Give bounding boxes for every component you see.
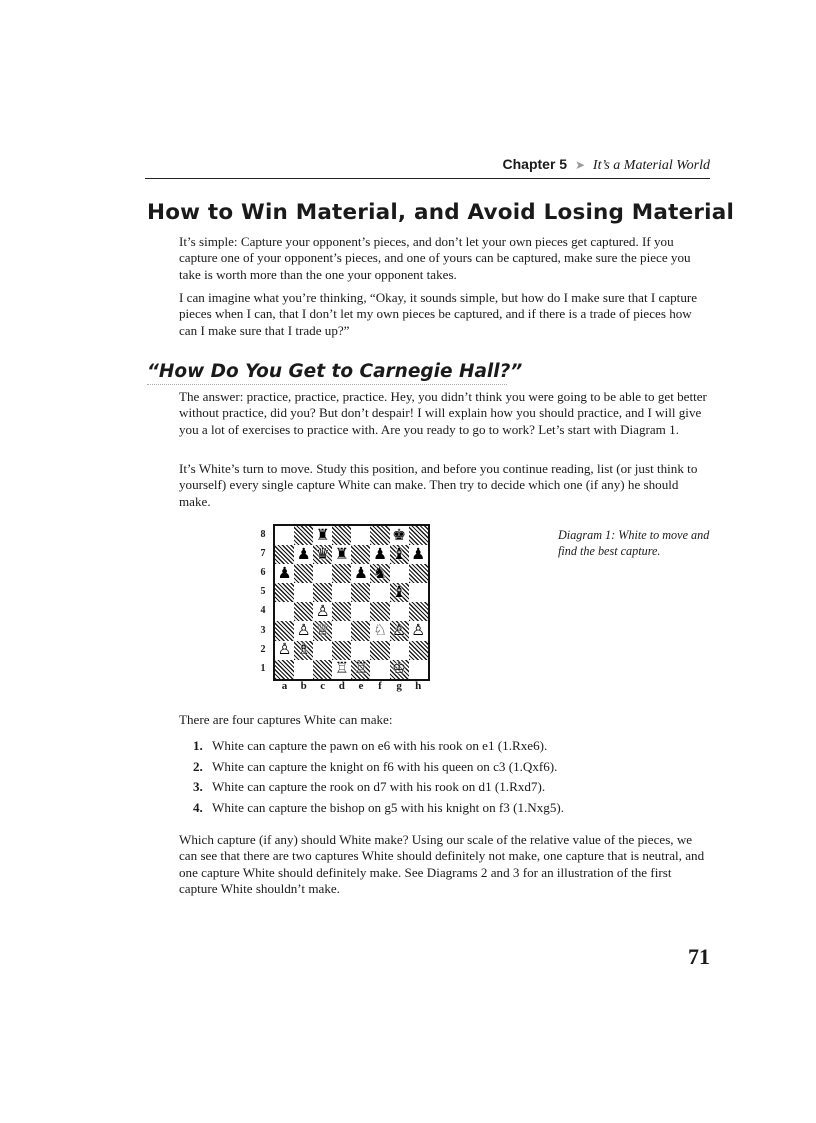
paragraph-answer: The answer: practice, practice, practice. Hey, you didn’t think you were going to be able to get better without practice, did you? But don’t despair! I will explain how you should practice, and I will give you a lot of exercises to practice with. Are you ready to go to work? Let’s start with Diagram 1. [179,389,707,437]
board-square [313,583,332,602]
board-square [390,660,409,679]
board-square [313,526,332,545]
board-square [370,564,389,583]
rank-label: 6 [260,567,266,579]
list-text: White can capture the rook on d7 with his rook on d1 (1.Rxd7). [212,779,546,794]
board-square [409,641,428,660]
board-square [409,545,428,564]
rank-label: 2 [260,643,266,655]
board-square [313,641,332,660]
file-label: b [300,680,307,692]
running-head [480,156,710,174]
board-square [313,564,332,583]
diagram-caption: Diagram 1: White to move and find the best capture. [558,528,710,558]
file-label: h [415,680,422,692]
board-square [351,526,370,545]
board-square [351,641,370,660]
board-square [332,660,351,679]
chess-piece-icon: ♛ [315,544,330,563]
board-square [390,621,409,640]
file-label: a [281,680,288,692]
board-square [294,526,313,545]
rank-label: 4 [260,605,266,617]
board-square [390,602,409,621]
list-item [193,738,713,759]
rank-label: 8 [260,529,266,540]
chess-piece-icon: ♜ [334,544,349,563]
board-square [313,660,332,679]
board-square [409,660,428,679]
chess-diagram [256,524,456,694]
board-square [351,602,370,621]
board-square [332,621,351,640]
board-square [332,641,351,660]
board-square [370,545,389,564]
board-square [332,545,351,564]
header-rule [145,178,710,179]
file-label: d [338,680,345,692]
list-number: 2. [193,758,203,774]
section-heading-win-material: How to Win Material, and Avoid Losing Material [147,200,735,225]
board-square [294,660,313,679]
board-square [332,526,351,545]
board-square [370,641,389,660]
list-text: White can capture the pawn on e6 with his rook on e1 (1.Rxe6). [212,738,548,753]
chess-piece-icon: ♘ [373,621,387,640]
board-square [370,602,389,621]
board-square [294,641,313,660]
board-square [390,583,409,602]
page-number: 71 [688,944,710,969]
chess-piece-icon: ♕ [315,621,330,640]
board-square [351,660,370,679]
board-square [275,526,294,545]
arrow-icon: ➤ [574,158,586,172]
chess-piece-icon: ♙ [411,621,426,640]
board-square [332,602,351,621]
chess-piece-icon: ♔ [392,659,407,678]
chess-piece-icon: ♖ [334,659,349,678]
chess-piece-icon: ♖ [353,659,368,678]
rank-label: 7 [260,548,266,560]
chess-piece-icon: ♚ [392,525,407,544]
file-label: e [358,680,364,692]
board-square [370,583,389,602]
captures-list [193,738,713,820]
chess-board [273,524,430,681]
captures-intro: There are four captures White can make: [179,712,393,727]
board-square [390,641,409,660]
file-label: c [320,680,326,692]
board-square [275,602,294,621]
board-square [294,545,313,564]
chess-piece-icon: ♙ [296,621,311,640]
chess-piece-icon: ♟ [296,544,311,563]
board-square [332,583,351,602]
board-square [294,602,313,621]
list-number: 4. [193,799,203,815]
rank-label: 5 [260,586,266,598]
list-number: 3. [193,779,203,794]
board-square [294,583,313,602]
board-square [275,545,294,564]
paragraph-imagine: I can imagine what you’re thinking, “Okay, it sounds simple, but how do I make sure that I capture pieces when I can, that I don’t let my own pieces be captured, and if there is a trade of pieces how can I make sure that I trade up?” [179,290,698,338]
chess-piece-icon: ♟ [373,544,387,563]
list-number: 1. [193,738,203,753]
list-text: White can capture the knight on f6 with his queen on c3 (1.Qxf6). [212,758,558,774]
list-item [193,779,713,800]
list-item [193,759,713,780]
board-square [370,621,389,640]
file-label: f [378,680,382,692]
chess-piece-icon: ♞ [373,563,387,582]
section-heading-carnegie-hall: “How Do You Get to Carnegie Hall?” [147,361,523,382]
board-square [370,660,389,679]
rank-label: 3 [260,624,266,636]
rank-label: 1 [260,662,266,674]
board-square [313,545,332,564]
board-square [275,583,294,602]
chess-piece-icon: ♙ [392,621,407,640]
chess-piece-icon: ♝ [392,544,407,563]
board-square [390,564,409,583]
board-square [294,564,313,583]
file-labels [275,680,428,692]
board-square [409,564,428,583]
board-square [275,564,294,583]
board-square [275,660,294,679]
board-square [332,564,351,583]
chess-piece-icon: ♟ [277,563,292,582]
list-text: White can capture the bishop on g5 with his knight on f3 (1.Nxg5). [212,799,565,815]
paragraph-its-simple: It’s simple: Capture your opponent’s pieces, and don’t let your own pieces get captured. If you capture one of your opponent’s pieces, and one of yours can be captured, make sure the piece you take is worth more than the one your opponent takes. [179,234,691,282]
running-head-chapter: Chapter 5 [502,156,568,172]
chess-piece-icon: ♟ [353,563,368,582]
board-square [409,526,428,545]
board-square [294,621,313,640]
chess-piece-icon: ♙ [277,640,292,659]
heading-rule [147,384,507,385]
chess-piece-icon: ♗ [296,640,311,659]
chess-piece-icon: ♟ [411,544,426,563]
board-square [275,621,294,640]
board-square [313,602,332,621]
chess-piece-icon: ♜ [315,525,330,544]
paragraph-which-capture: Which capture (if any) should White make? Using our scale of the relative value of the pieces, we can see that there are two captures White should definitely not make, one capture that is neutral, and one capture White should definitely make. See Diagrams 2 and 3 for an illustration of the first capture White shouldn’t make. [179,832,705,897]
board-square [409,583,428,602]
board-square [409,602,428,621]
board-square [351,583,370,602]
board-square [351,564,370,583]
board-square [390,545,409,564]
board-square [390,526,409,545]
board-square [275,641,294,660]
running-head-title: It’s a Material World [592,158,710,173]
board-square [313,621,332,640]
list-item [193,800,713,821]
chess-piece-icon: ♝ [392,583,407,602]
board-square [351,621,370,640]
board-square [351,545,370,564]
chess-piece-icon: ♙ [315,602,330,621]
file-label: g [396,680,402,692]
paragraph-whites-turn: It’s White’s turn to move. Study this position, and before you continue reading, list (or just think to yourself) every single capture White can make. Then try to decide which one (if any) he should make. [179,461,698,509]
board-square [409,621,428,640]
board-square [370,526,389,545]
